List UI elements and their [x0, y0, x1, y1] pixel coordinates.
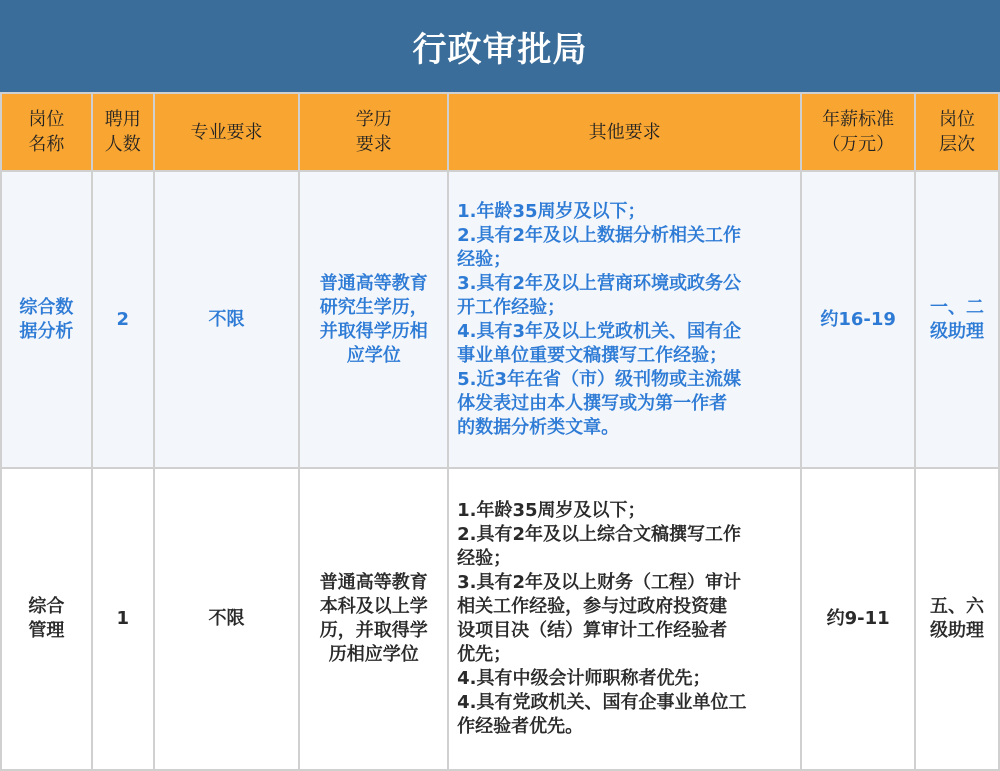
- table-row: [1, 468, 999, 770]
- hire-count-cell: 1: [92, 468, 154, 770]
- salary-cell: 约16-19: [801, 171, 915, 468]
- education-cell: 普通高等教育 本科及以上学 历，并取得学 历相应学位: [299, 468, 448, 770]
- header-row: [1, 93, 999, 171]
- header-education: 学历 要求: [299, 93, 448, 171]
- header-level: 岗位 层次: [915, 93, 999, 171]
- position-name-cell: 综合 管理: [1, 468, 92, 770]
- level-cell: 五、六 级助理: [915, 468, 999, 770]
- header-position-name: 岗位 名称: [1, 93, 92, 171]
- education-cell: 普通高等教育 研究生学历， 并取得学历相 应学位: [299, 171, 448, 468]
- header-major: 专业要求: [154, 93, 300, 171]
- hire-count-cell: 2: [92, 171, 154, 468]
- header-hire-count: 聘用 人数: [92, 93, 154, 171]
- header-salary: 年薪标准 （万元）: [801, 93, 915, 171]
- position-name-cell: 综合数 据分析: [1, 171, 92, 468]
- other-requirements-cell: 1.年龄35周岁及以下； 2.具有2年及以上数据分析相关工作 经验； 3.具有2年及以上营商环境或政务公 开工作经验； 4.具有3年及以上党政机关、国有企 事业单位重要文稿撰写工作经验； 5.近3年在省（市）级刊物或主流媒 体发表过由本人撰写或为第一作者 的数据分析类文章。: [448, 171, 801, 468]
- level-cell: 一、二 级助理: [915, 171, 999, 468]
- other-requirements-cell: 1.年龄35周岁及以下； 2.具有2年及以上综合文稿撰写工作 经验； 3.具有2年及以上财务（工程）审计 相关工作经验，参与过政府投资建 设项目决（结）算审计工作经验者 优先； 4.具有中级会计师职称者优先； 4.具有党政机关、国有企事业单位工 作经验者优先。: [448, 468, 801, 770]
- salary-cell: 约9-11: [801, 468, 915, 770]
- major-cell: 不限: [154, 171, 300, 468]
- header-other: 其他要求: [448, 93, 801, 171]
- major-cell: 不限: [154, 468, 300, 770]
- recruitment-table: [0, 92, 1000, 771]
- table-row: [1, 171, 999, 468]
- page-title: 行政审批局: [0, 0, 1000, 92]
